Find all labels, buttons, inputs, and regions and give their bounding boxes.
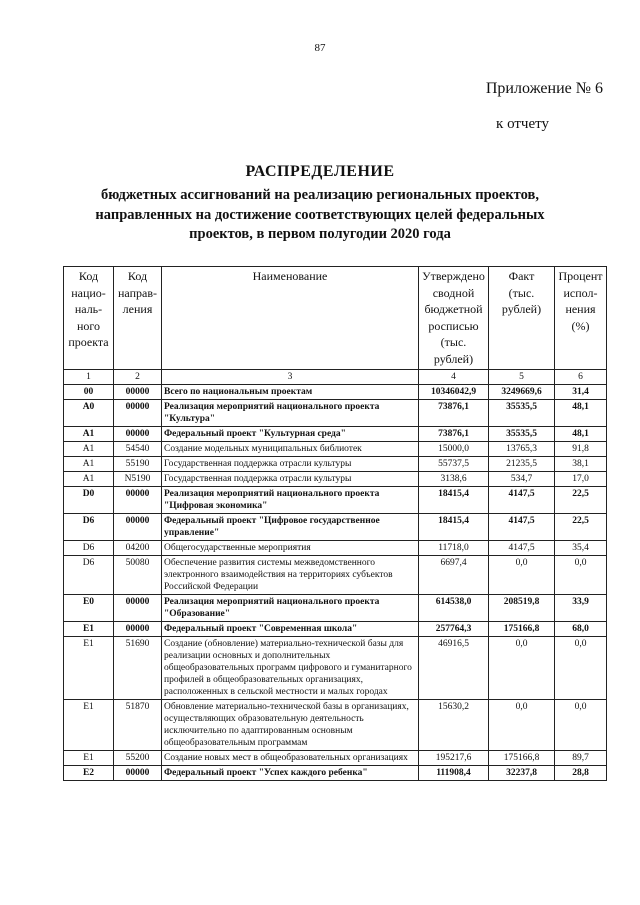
project-code-cell: A0 xyxy=(64,400,114,427)
percent-cell: 22,5 xyxy=(555,514,607,541)
approved-cell: 73876,1 xyxy=(419,427,489,442)
name-cell: Федеральный проект "Культурная среда" xyxy=(162,427,419,442)
percent-cell: 89,7 xyxy=(555,751,607,766)
project-code-cell: E2 xyxy=(64,766,114,781)
header-approved: Утверждено сводной бюджетной росписью (тыс. рублей) xyxy=(419,267,489,370)
page-number: 87 xyxy=(314,42,326,54)
project-code-cell: E1 xyxy=(64,622,114,637)
header-project-code: Код нацио- наль- ного проекта xyxy=(64,267,114,370)
project-code-cell: A1 xyxy=(64,427,114,442)
name-cell: Обновление материально-технической базы в организациях, осуществляющих образовательную деятельность исключительно по адаптированным основным общеобразовательным программам xyxy=(162,700,419,751)
percent-cell: 35,4 xyxy=(555,541,607,556)
approved-cell: 6697,4 xyxy=(419,556,489,595)
table-header-row xyxy=(64,267,607,370)
column-number: 4 xyxy=(419,370,489,385)
table-row xyxy=(64,400,607,427)
name-cell: Реализация мероприятий национального проекта "Образование" xyxy=(162,595,419,622)
direction-code-cell: 00000 xyxy=(114,400,162,427)
table-row xyxy=(64,487,607,514)
column-number: 6 xyxy=(555,370,607,385)
approved-cell: 3138,6 xyxy=(419,472,489,487)
percent-cell: 0,0 xyxy=(555,556,607,595)
header-percent: Процент испол- нения (%) xyxy=(555,267,607,370)
column-number-row xyxy=(64,370,607,385)
project-code-cell: E1 xyxy=(64,637,114,700)
percent-cell: 0,0 xyxy=(555,637,607,700)
column-number: 2 xyxy=(114,370,162,385)
approved-cell: 257764,3 xyxy=(419,622,489,637)
percent-cell: 48,1 xyxy=(555,427,607,442)
percent-cell: 22,5 xyxy=(555,487,607,514)
table-row xyxy=(64,514,607,541)
direction-code-cell: 00000 xyxy=(114,487,162,514)
table-row xyxy=(64,442,607,457)
project-code-cell: A1 xyxy=(64,457,114,472)
project-code-cell: A1 xyxy=(64,472,114,487)
fact-cell: 32237,8 xyxy=(489,766,555,781)
project-code-cell: D6 xyxy=(64,556,114,595)
table-row xyxy=(64,751,607,766)
approved-cell: 15000,0 xyxy=(419,442,489,457)
fact-cell: 175166,8 xyxy=(489,751,555,766)
name-cell: Федеральный проект "Современная школа" xyxy=(162,622,419,637)
header-name: Наименование xyxy=(162,267,419,370)
report-reference: к отчету xyxy=(496,116,549,132)
fact-cell: 534,7 xyxy=(489,472,555,487)
fact-cell: 0,0 xyxy=(489,700,555,751)
direction-code-cell: 04200 xyxy=(114,541,162,556)
percent-cell: 38,1 xyxy=(555,457,607,472)
name-cell: Общегосударственные мероприятия xyxy=(162,541,419,556)
approved-cell: 18415,4 xyxy=(419,487,489,514)
name-cell: Федеральный проект "Цифровое государственное управление" xyxy=(162,514,419,541)
table-row xyxy=(64,556,607,595)
approved-cell: 111908,4 xyxy=(419,766,489,781)
name-cell: Реализация мероприятий национального проекта "Цифровая экономика" xyxy=(162,487,419,514)
project-code-cell: E0 xyxy=(64,595,114,622)
table-row xyxy=(64,622,607,637)
fact-cell: 0,0 xyxy=(489,556,555,595)
subtitle-line: бюджетных ассигнований на реализацию региональных проектов, xyxy=(101,187,539,203)
table-row xyxy=(64,595,607,622)
percent-cell: 31,4 xyxy=(555,385,607,400)
document-subtitle xyxy=(0,186,640,245)
header-direction-code: Код направ- ления xyxy=(114,267,162,370)
column-number: 1 xyxy=(64,370,114,385)
percent-cell: 48,1 xyxy=(555,400,607,427)
direction-code-cell: 54540 xyxy=(114,442,162,457)
fact-cell: 13765,3 xyxy=(489,442,555,457)
approved-cell: 11718,0 xyxy=(419,541,489,556)
direction-code-cell: 00000 xyxy=(114,622,162,637)
document-title: РАСПРЕДЕЛЕНИЕ xyxy=(245,163,395,180)
direction-code-cell: 00000 xyxy=(114,427,162,442)
project-code-cell: E1 xyxy=(64,700,114,751)
direction-code-cell: 55200 xyxy=(114,751,162,766)
direction-code-cell: 00000 xyxy=(114,385,162,400)
project-code-cell: D6 xyxy=(64,514,114,541)
fact-cell: 0,0 xyxy=(489,637,555,700)
approved-cell: 614538,0 xyxy=(419,595,489,622)
direction-code-cell: 50080 xyxy=(114,556,162,595)
subtitle-line: проектов, в первом полугодии 2020 года xyxy=(189,226,451,242)
name-cell: Создание модельных муниципальных библиотек xyxy=(162,442,419,457)
fact-cell: 21235,5 xyxy=(489,457,555,472)
direction-code-cell: 00000 xyxy=(114,595,162,622)
direction-code-cell: N5190 xyxy=(114,472,162,487)
table-row xyxy=(64,541,607,556)
fact-cell: 4147,5 xyxy=(489,487,555,514)
percent-cell: 33,9 xyxy=(555,595,607,622)
budget-allocation-table xyxy=(63,266,607,781)
fact-cell: 4147,5 xyxy=(489,541,555,556)
approved-cell: 55737,5 xyxy=(419,457,489,472)
name-cell: Государственная поддержка отрасли культуры xyxy=(162,472,419,487)
name-cell: Всего по национальным проектам xyxy=(162,385,419,400)
table-row xyxy=(64,700,607,751)
name-cell: Государственная поддержка отрасли культуры xyxy=(162,457,419,472)
table-row xyxy=(64,385,607,400)
percent-cell: 0,0 xyxy=(555,700,607,751)
appendix-label: Приложение № 6 xyxy=(485,80,603,97)
project-code-cell: 00 xyxy=(64,385,114,400)
fact-cell: 208519,8 xyxy=(489,595,555,622)
approved-cell: 18415,4 xyxy=(419,514,489,541)
fact-cell: 3249669,6 xyxy=(489,385,555,400)
direction-code-cell: 00000 xyxy=(114,514,162,541)
fact-cell: 35535,5 xyxy=(489,427,555,442)
direction-code-cell: 51690 xyxy=(114,637,162,700)
subtitle-line: направленных на достижение соответствующих целей федеральных xyxy=(95,206,545,223)
name-cell: Создание (обновление) материально-технической базы для реализации основных и дополнительных общеобразовательных программ цифрового и гуманитарного профилей в общеобразовательных организациях, расположенных в сельской местности и малых городах xyxy=(162,637,419,700)
name-cell: Обеспечение развития системы межведомственного электронного взаимодействия на территориях субъектов Российской Федерации xyxy=(162,556,419,595)
column-number: 5 xyxy=(489,370,555,385)
table-row xyxy=(64,637,607,700)
approved-cell: 195217,6 xyxy=(419,751,489,766)
project-code-cell: A1 xyxy=(64,442,114,457)
fact-cell: 4147,5 xyxy=(489,514,555,541)
project-code-cell: D6 xyxy=(64,541,114,556)
fact-cell: 35535,5 xyxy=(489,400,555,427)
percent-cell: 17,0 xyxy=(555,472,607,487)
column-number: 3 xyxy=(162,370,419,385)
table-row xyxy=(64,472,607,487)
table-row xyxy=(64,427,607,442)
name-cell: Создание новых мест в общеобразовательных организациях xyxy=(162,751,419,766)
approved-cell: 10346042,9 xyxy=(419,385,489,400)
name-cell: Реализация мероприятий национального проекта "Культура" xyxy=(162,400,419,427)
percent-cell: 68,0 xyxy=(555,622,607,637)
percent-cell: 28,8 xyxy=(555,766,607,781)
approved-cell: 73876,1 xyxy=(419,400,489,427)
name-cell: Федеральный проект "Успех каждого ребенка" xyxy=(162,766,419,781)
percent-cell: 91,8 xyxy=(555,442,607,457)
direction-code-cell: 00000 xyxy=(114,766,162,781)
fact-cell: 175166,8 xyxy=(489,622,555,637)
project-code-cell: D0 xyxy=(64,487,114,514)
approved-cell: 46916,5 xyxy=(419,637,489,700)
table-row xyxy=(64,457,607,472)
approved-cell: 15630,2 xyxy=(419,700,489,751)
table-row xyxy=(64,766,607,781)
direction-code-cell: 51870 xyxy=(114,700,162,751)
header-fact: Факт (тыс. рублей) xyxy=(489,267,555,370)
direction-code-cell: 55190 xyxy=(114,457,162,472)
project-code-cell: E1 xyxy=(64,751,114,766)
